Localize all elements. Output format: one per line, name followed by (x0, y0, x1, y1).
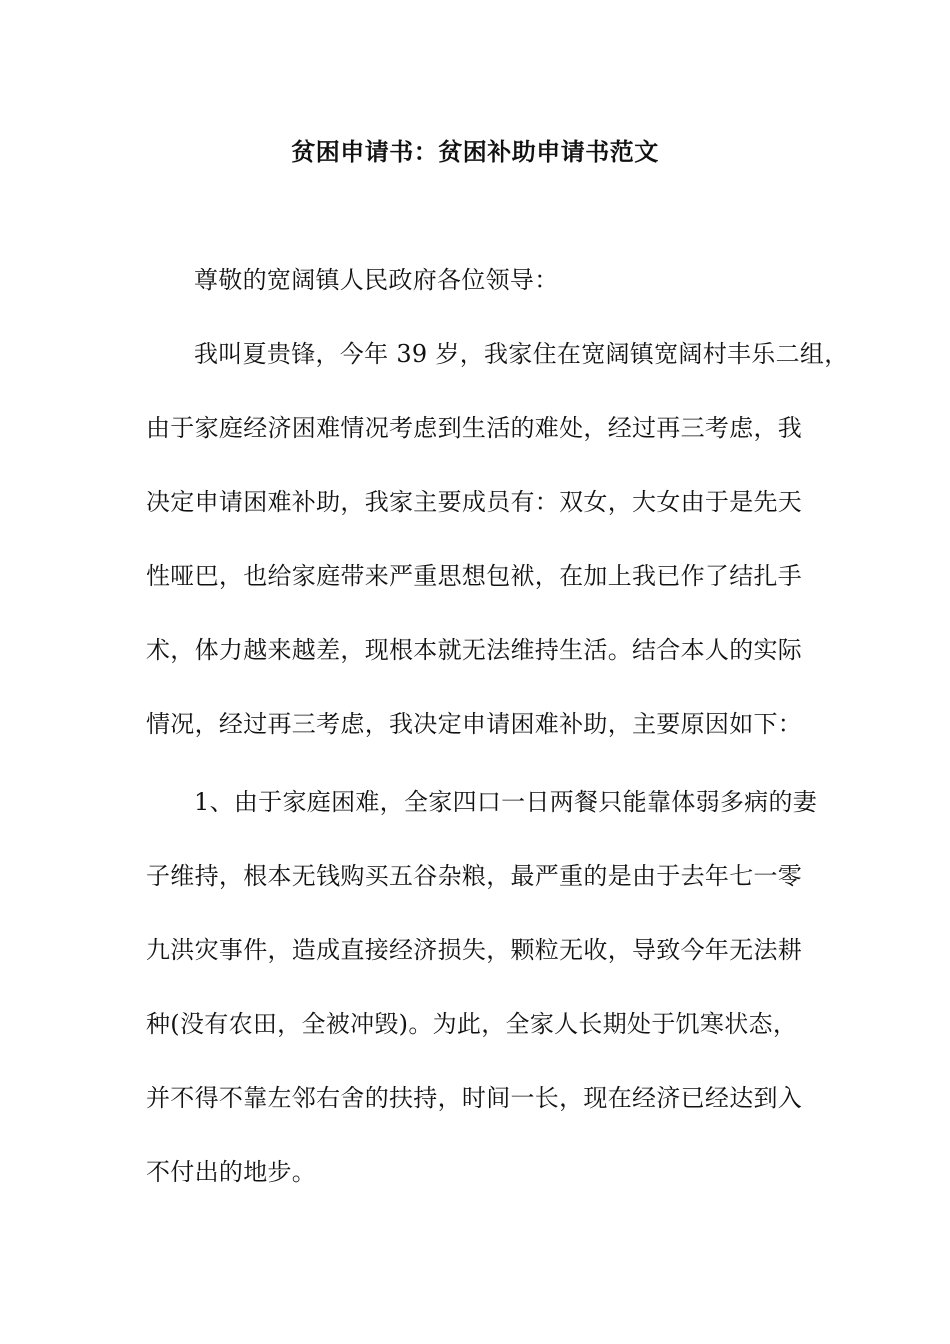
body-line: 种(没有农田，全被冲毁)。为此，全家人长期处于饥寒状态， (146, 1010, 798, 1038)
document-title: 贫困申请书：贫困补助申请书范文 (291, 137, 659, 166)
body-line: 术，体力越来越差，现根本就无法维持生活。结合本人的实际 (146, 636, 803, 664)
body-line: 子维持，根本无钱购买五谷杂粮，最严重的是由于去年七一零 (146, 862, 803, 890)
body-line: 并不得不靠左邻右舍的扶持，时间一长，现在经济已经达到入 (146, 1084, 803, 1112)
body-line: 1、由于家庭困难，全家四口一日两餐只能靠体弱多病的妻 (194, 788, 818, 816)
body-line: 由于家庭经济困难情况考虑到生活的难处，经过再三考虑，我 (146, 414, 803, 442)
body-line: 情况，经过再三考虑，我决定申请困难补助，主要原因如下： (146, 710, 803, 738)
body-line: 性哑巴，也给家庭带来严重思想包袱，在加上我已作了结扎手 (146, 562, 803, 590)
body-line: 决定申请困难补助，我家主要成员有：双女，大女由于是先天 (146, 488, 803, 516)
body-line: 不付出的地步。 (146, 1158, 317, 1186)
body-line: 九洪灾事件，造成直接经济损失，颗粒无收，导致今年无法耕 (146, 936, 803, 964)
body-line: 我叫夏贵锋，今年 39 岁，我家住在宽阔镇宽阔村丰乐二组， (194, 340, 849, 368)
salutation-line: 尊敬的宽阔镇人民政府各位领导： (194, 266, 559, 294)
